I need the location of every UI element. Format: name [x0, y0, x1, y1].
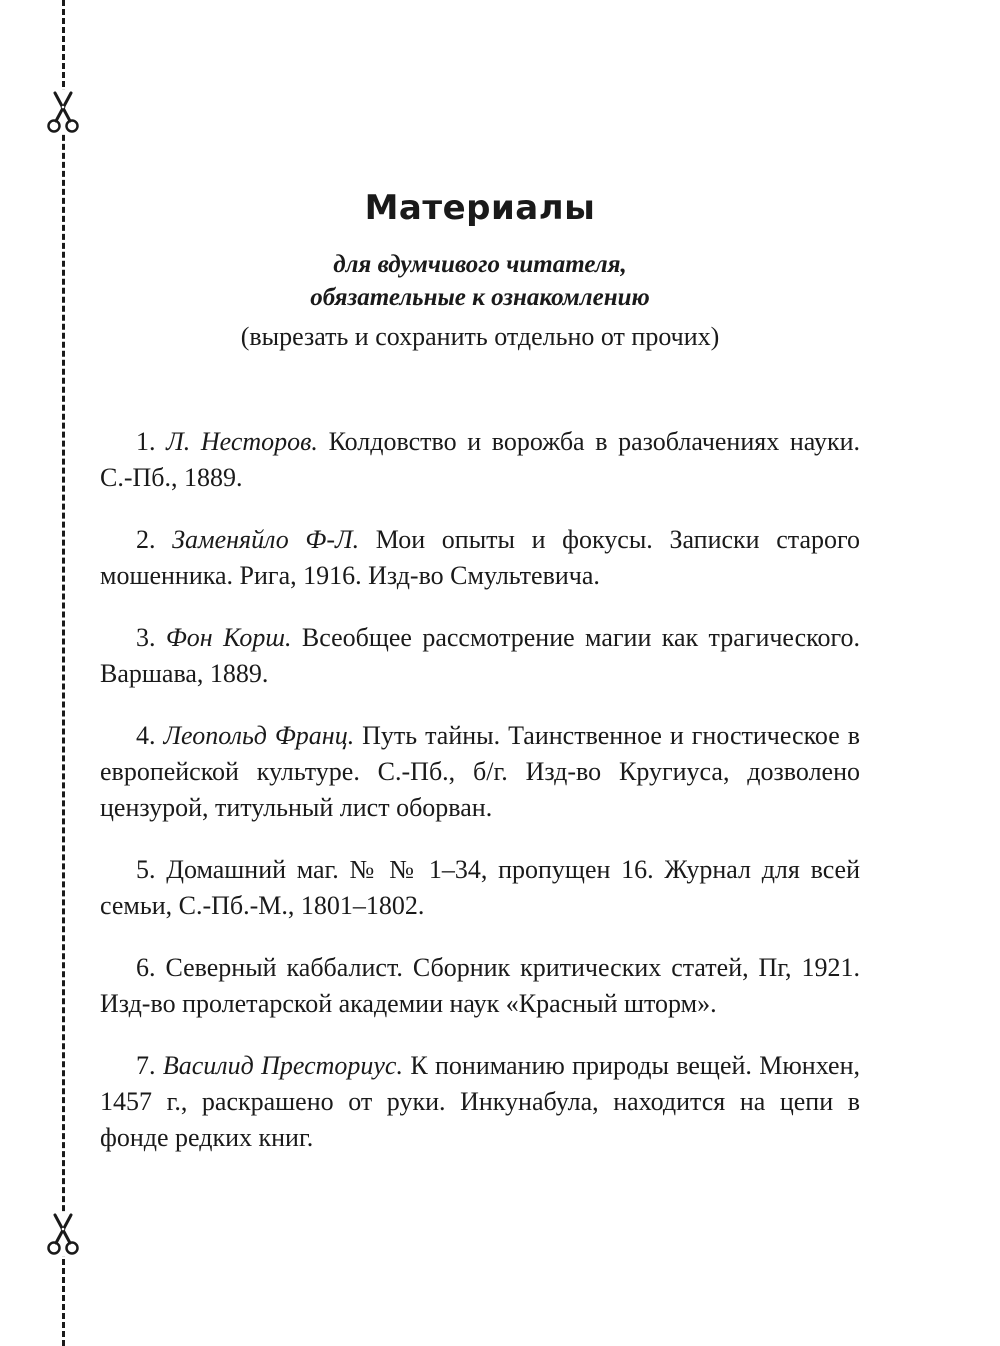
cut-line — [62, 0, 65, 1346]
entry-author: Леопольд Франц. — [163, 721, 355, 750]
list-item — [100, 950, 860, 1022]
reading-list — [100, 424, 860, 1182]
entry-author: Заменяйло Ф-Л. — [172, 525, 360, 554]
entry-author: Василид Престориус. — [162, 1051, 403, 1080]
list-item — [100, 1048, 860, 1156]
entry-number: 4. — [136, 721, 156, 750]
page-title: Материалы — [364, 188, 596, 228]
entry-text: Северный каббалист. Сборник критических статей, Пг, 1921. Изд-во пролетарской академии наук «Красный шторм». — [100, 953, 860, 1018]
list-item — [100, 852, 860, 924]
entry-number: 3. — [136, 623, 156, 652]
entry-author: Фон Корш. — [165, 623, 292, 652]
entry-number: 5. — [136, 855, 156, 884]
entry-author: Л. Несторов. — [166, 427, 318, 456]
scissors-icon — [44, 90, 82, 134]
subtitle-line-2: обязательные к ознакомлению — [310, 284, 650, 311]
entry-text: К пониманию природы вещей. Мюнхен, 1457 г., раскрашено от руки. Инкунабула, находится на цепи в фонде редких книг. — [100, 1051, 860, 1152]
cut-instruction: (вырезать и сохранить отдельно от прочих) — [240, 322, 720, 351]
entry-text: Колдовство и ворожба в разоблачениях науки. С.-Пб., 1889. — [100, 427, 861, 492]
entry-number: 1. — [136, 427, 156, 456]
entry-number: 7. — [136, 1051, 156, 1080]
entry-text: Путь тайны. Таинственное и гностическое в европейской культуре. С.-Пб., б/г. Изд-во Кругиуса, дозволено цензурой, титульный лист оборван. — [100, 721, 860, 822]
entry-text: Домашний маг. № № 1–34, пропущен 16. Журнал для всей семьи, С.-Пб.-М., 1801–1802. — [100, 855, 860, 920]
subtitle-line-1: для вдумчивого читателя, — [333, 251, 627, 278]
scissors-icon — [44, 1212, 82, 1256]
list-item — [100, 522, 860, 594]
entry-number: 2. — [136, 525, 156, 554]
header — [100, 188, 860, 354]
entry-text: Мои опыты и фокусы. Записки старого мошенника. Рига, 1916. Изд-во Смультевича. — [100, 525, 860, 590]
list-item — [100, 718, 860, 826]
entry-number: 6. — [136, 953, 156, 982]
list-item — [100, 620, 860, 692]
list-item — [100, 424, 860, 496]
entry-text: Всеобщее рассмотрение магии как трагического. Варшава, 1889. — [100, 623, 860, 688]
